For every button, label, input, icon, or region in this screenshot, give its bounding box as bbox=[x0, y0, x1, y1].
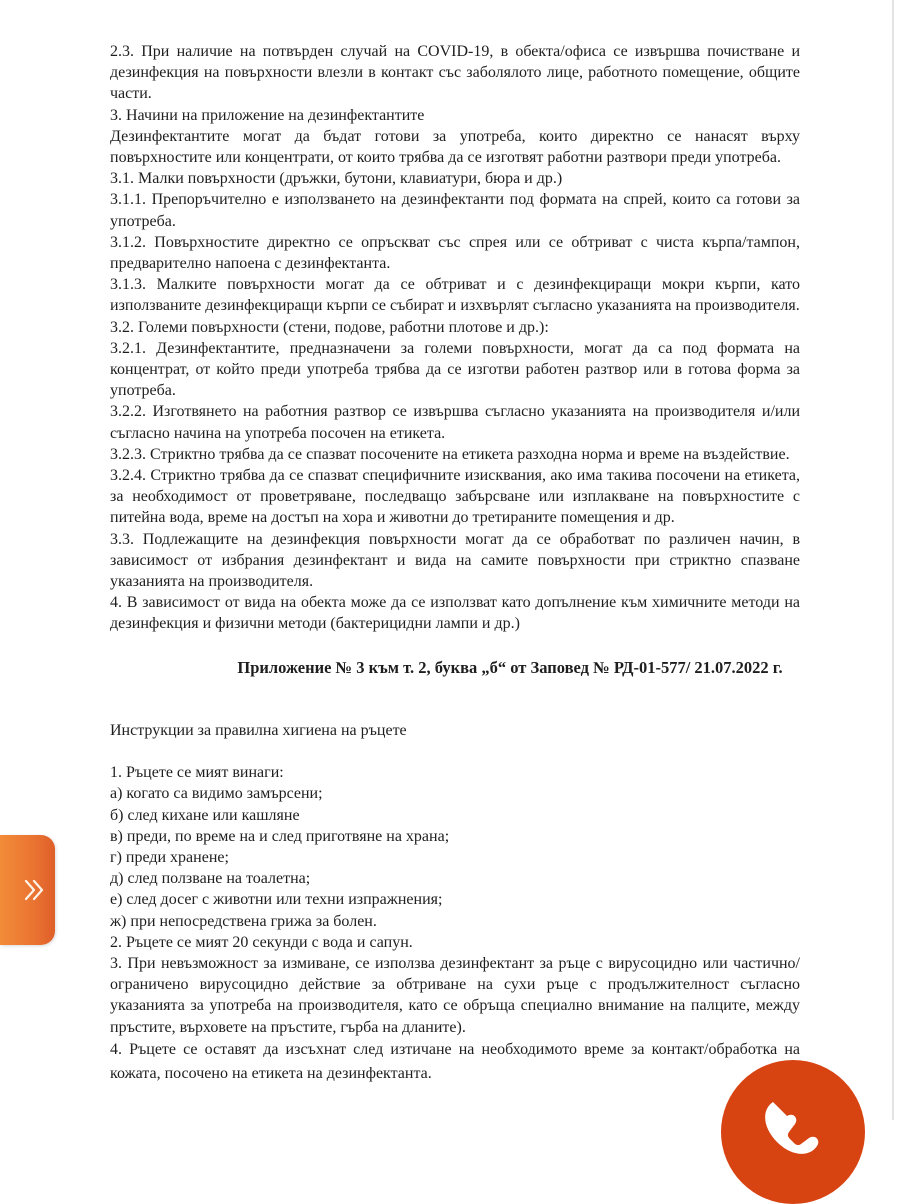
hands-list-item: в) преди, по време на и след приготвяне на храна; bbox=[110, 827, 450, 845]
annex-heading: Приложение № 3 към т. 2, буква „б“ от Заповед № РД-01-577/ 21.07.2022 г. bbox=[237, 657, 783, 677]
paragraph-3-1-1: 3.1.1. Препоръчително е използването на дезинфектанти под формата на спрей, които са готови за употреба. bbox=[110, 191, 800, 230]
hands-list-item: а) когато са видимо замърсени; bbox=[110, 785, 323, 803]
hands-list-item: б) след кихане или кашляне bbox=[110, 806, 300, 824]
hands-point-3: 3. При невъзможност за измиване, се използва дезинфектант за ръце с вирусоцидно или частично/ограничено вирусоцидно действие за обтриване на сухи ръце с продължителност съгласно указанията за употреба на производителя, като се обръща специално внимание на палците, между пръстите, върховете на пръстите, гърба на дланите). bbox=[110, 954, 800, 1036]
paragraph-3-intro: Дезинфектантите могат да бъдат готови за употреба, които директно се нанасят върху повърхностите или концентрати, от които трябва да се изготвят работни разтвори преди употреба. bbox=[110, 127, 800, 167]
hands-list-item: д) след ползване на тоалетна; bbox=[110, 870, 311, 888]
hands-point-2: 2. Ръцете се мият 20 секунди с вода и сапун. bbox=[110, 933, 413, 951]
paragraph-3-2-4: 3.2.4. Стриктно трябва да се спазват специфичните изисквания, ако има такива посочени на етикета, за необходимост от проветряване, последващо забърсване или изплакване на повърхностите с питейна вода, време на достъп на хора и животни до третираните помещения и др. bbox=[110, 467, 800, 527]
section-3-heading: 3. Начини на приложение на дезинфектантите bbox=[110, 106, 425, 124]
instructions-title: Инструкции за правилна хигиена на ръцете bbox=[110, 721, 407, 739]
double-chevron-right-icon bbox=[22, 877, 48, 903]
document-page bbox=[110, 41, 800, 1086]
paragraph-3-1-2: 3.1.2. Повърхностите директно се опръскват със спрея или се обтриват с чиста кърпа/тампон, предварително напоена с дезинфектанта. bbox=[110, 233, 800, 273]
paragraph-3-1-3: 3.1.3. Малките повърхности могат да се обтриват и с дезинфекциращи мокри кърпи, като използваните дезинфекциращи кърпи се събират и изхвърлят съгласно указанията на производителя. bbox=[110, 276, 800, 315]
hands-list-item: ж) при непосредствена грижа за болен. bbox=[110, 912, 377, 930]
expand-sidebar-tab[interactable] bbox=[0, 835, 55, 945]
paragraph-4: 4. В зависимост от вида на обекта може да се използват като допълнение към химичните методи на дезинфекция и физични методи (бактерицидни лампи и др.) bbox=[110, 594, 800, 633]
paragraph-3-3: 3.3. Подлежащите на дезинфекция повърхности могат да се обработват по различен начин, в зависимост от избрания дезинфектант и вида на самите повърхности при стриктно спазване указанията на производителя. bbox=[110, 530, 800, 591]
hands-point-4: 4. Ръцете се оставят да изсъхнат след изтичане на необходимото време за контакт/обработка на кожата, посочено на етикета на дезинфектанта. bbox=[110, 1040, 800, 1082]
hands-list-item: е) след досег с животни или техни изпражнения; bbox=[110, 891, 443, 909]
hands-intro: 1. Ръцете се мият винаги: bbox=[110, 764, 284, 782]
paragraph-3-2-2: 3.2.2. Изготвянето на работния разтвор се извършва съгласно указанията на производителя и/или съгласно начина на употреба посочен на етикета. bbox=[110, 403, 800, 442]
paragraph-2-3: 2.3. При наличие на потвърден случай на COVID-19, в обекта/офиса се извършва почистване и дезинфекция на повърхности влезли в контакт със заболялото лице, работното помещение, общите части. bbox=[110, 43, 800, 103]
hands-list-item: г) преди хранене; bbox=[110, 848, 229, 866]
paragraph-3-2-3: 3.2.3. Стриктно трябва да се спазват посочените на етикета разходна норма и време на въздействие. bbox=[110, 445, 790, 463]
paragraph-3-2-1: 3.2.1. Дезинфектантите, предназначени за големи повърхности, могат да са под формата на концентрат, от който преди употреба трябва да се изготви работен разтвор или в готова форма за употреба. bbox=[110, 339, 800, 400]
page-edge-divider bbox=[892, 0, 894, 1120]
paragraph-3-1: 3.1. Малки повърхности (дръжки, бутони, клавиатури, бюра и др.) bbox=[110, 170, 563, 188]
paragraph-3-2: 3.2. Големи повърхности (стени, подове, работни плотове и др.): bbox=[110, 318, 549, 336]
phone-icon bbox=[761, 1098, 825, 1162]
call-button[interactable] bbox=[721, 1060, 865, 1204]
